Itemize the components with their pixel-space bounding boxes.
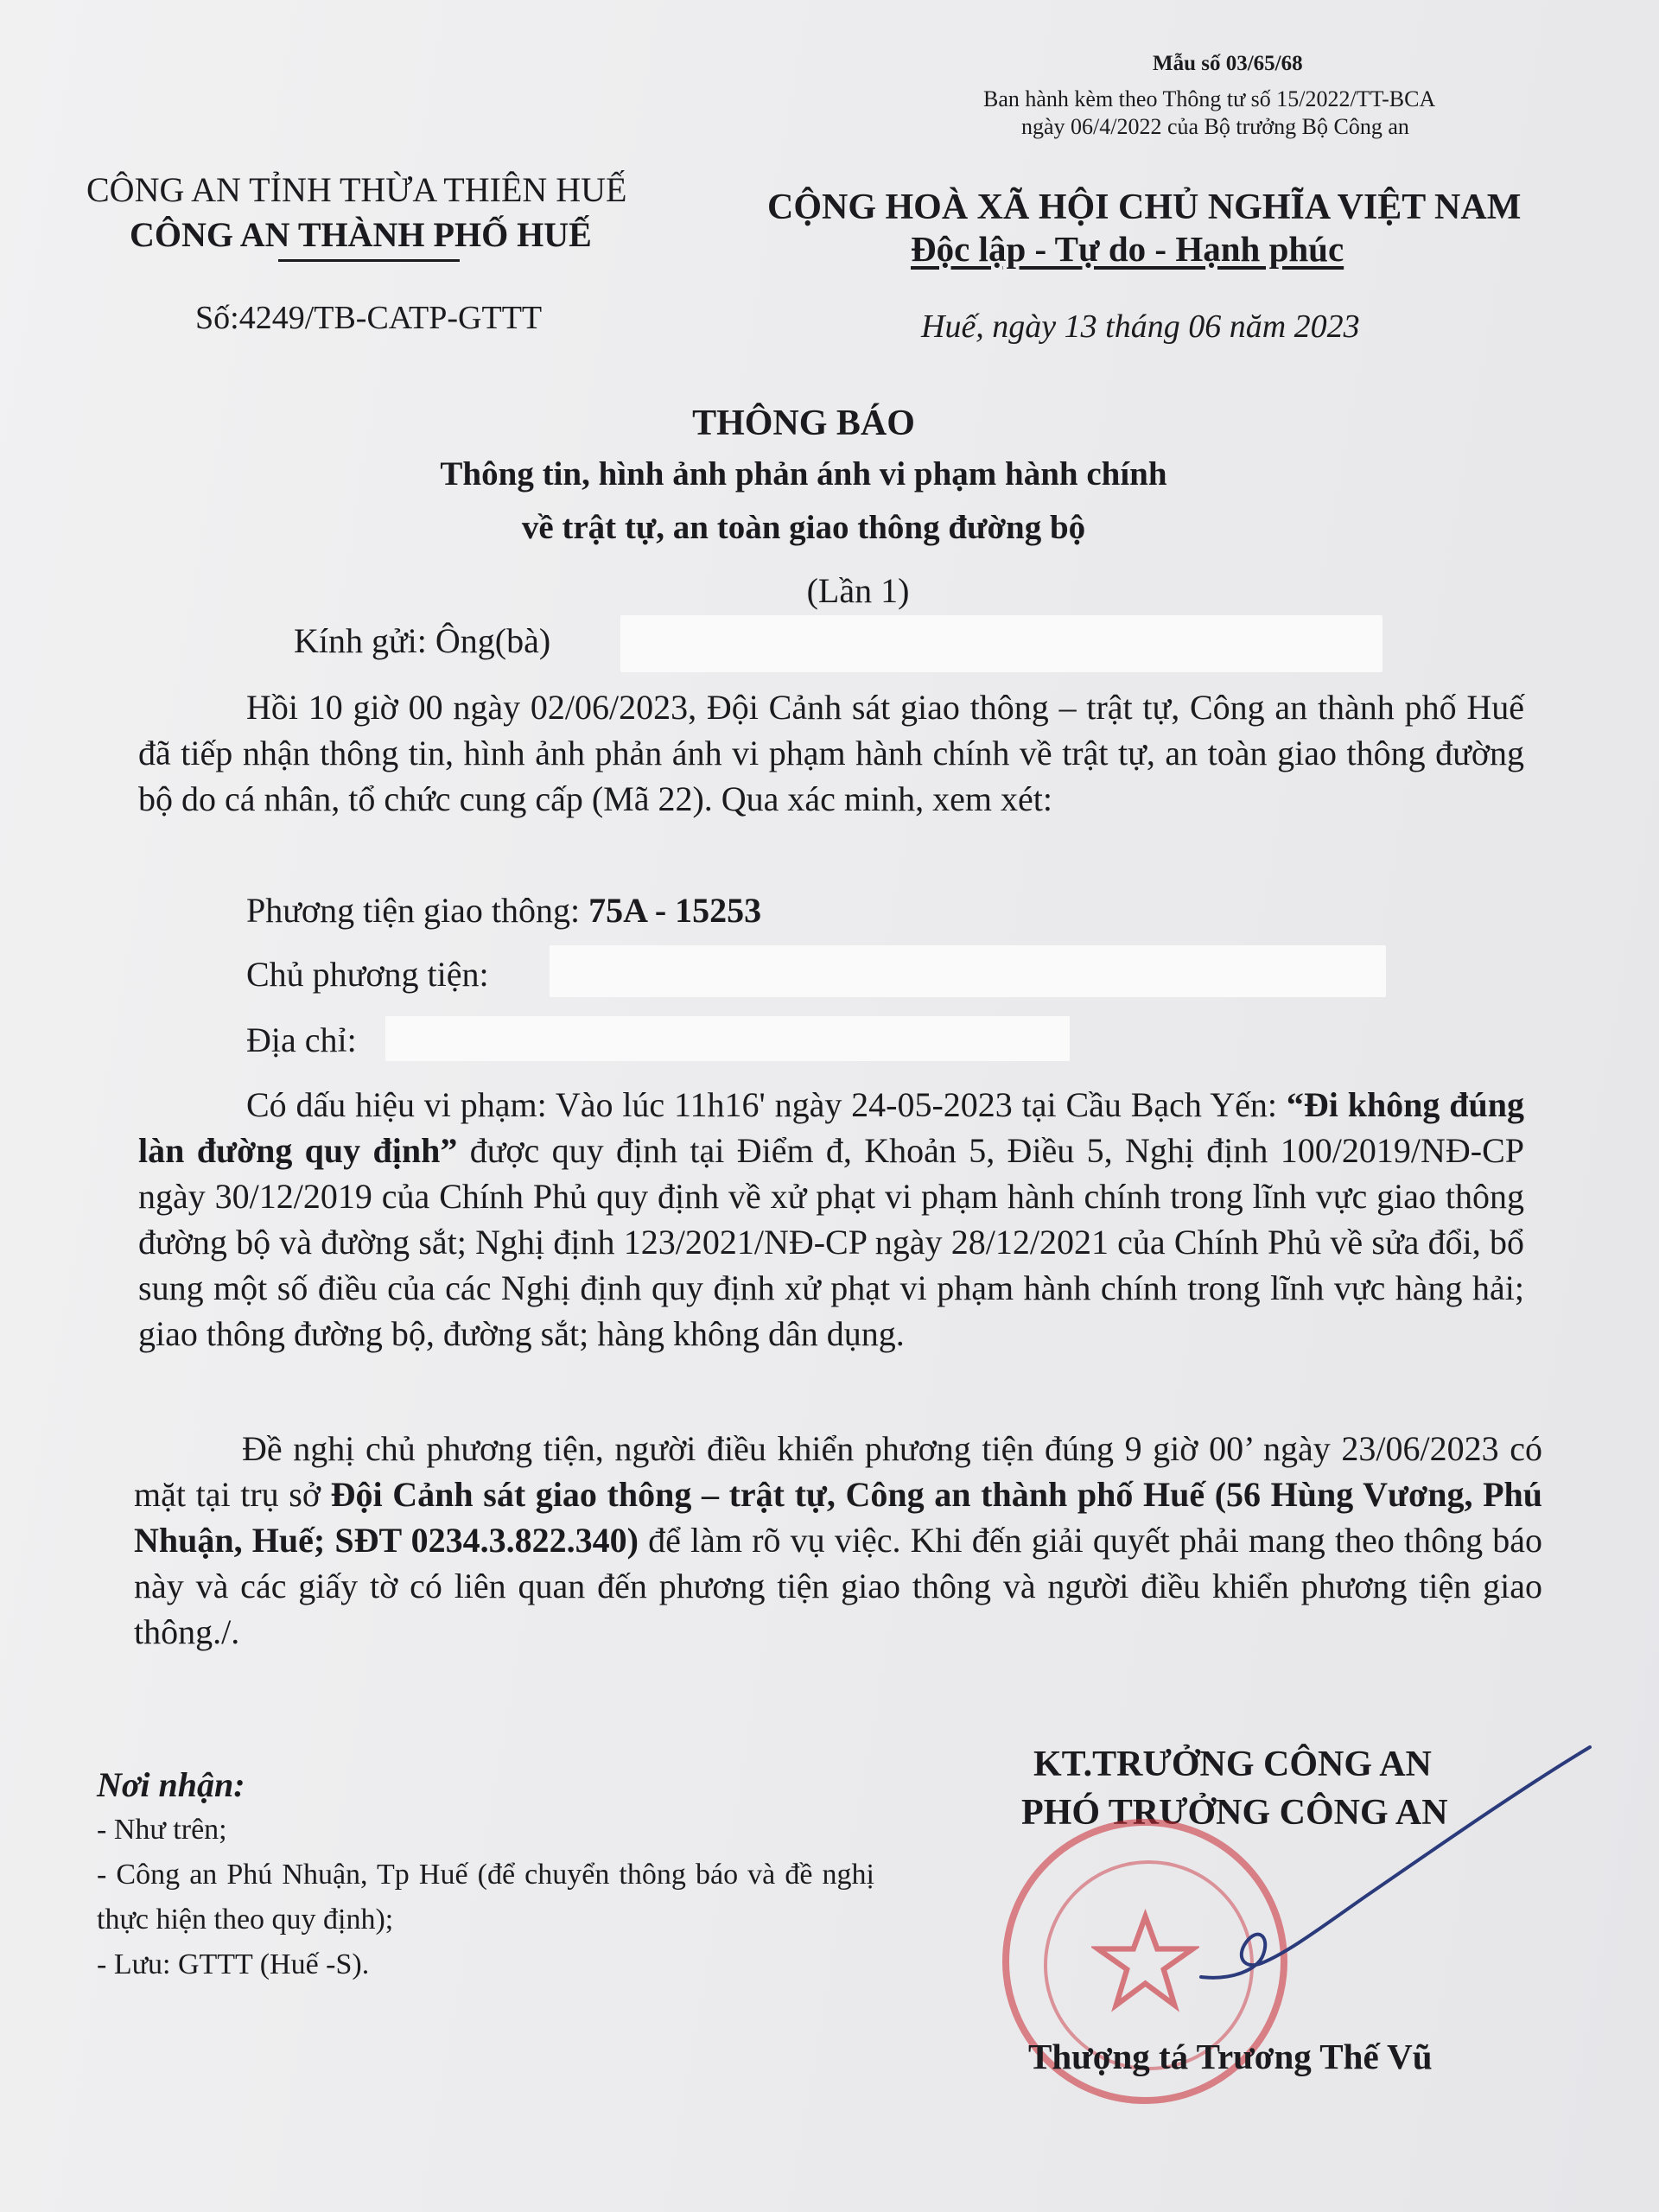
- recipients-block: [97, 1763, 874, 1987]
- violation-legal-basis: được quy định tại Điểm đ, Khoản 5, Điều 5, Nghị định 100/2019/NĐ-CP ngày 30/12/2019 của Chính Phủ quy định về xử phạt vi phạm hành chính trong lĩnh vực giao thông đường bộ và đường sắt; Nghị định 123/2021/NĐ-CP ngày 28/12/2021 của Chính Phủ về sửa đổi, bổ sung một số điều của các Nghị định quy định xử phạt vi phạm hành chính trong lĩnh vực hàng hải; giao thông đường bộ, đường sắt; hàng không dân dụng.: [138, 1131, 1524, 1353]
- request-office: Đội Cảnh sát giao thông – trật tự, Công an thành phố Huế (56 Hùng Vương, Phú Nhuận, Huế; SĐT 0234.3.822.340): [134, 1475, 1542, 1560]
- recipients-heading: Nơi nhận:: [97, 1765, 245, 1804]
- vehicle-line: [246, 890, 761, 931]
- place-date: Huế, ngày 13 tháng 06 năm 2023: [921, 308, 1360, 345]
- document-number: Số:4249/TB-CATP-GTTT: [195, 300, 543, 336]
- unit-name: CÔNG AN THÀNH PHỐ HUẾ: [130, 215, 592, 254]
- doc-subtitle-line1: Thông tin, hình ảnh phản ánh vi phạm hành chính: [440, 455, 1167, 493]
- request-text-1: Đề nghị chủ phương tiện, người điều khiển phương tiện đúng 9 giờ 00’ ngày 23/06/2023 có mặt tại trụ sở: [134, 1429, 1542, 1514]
- form-issued-line1: Ban hành kèm theo Thông tư số 15/2022/TT-BCA: [983, 86, 1436, 111]
- signer-authority: KT.TRƯỞNG CÔNG AN: [1033, 1745, 1432, 1784]
- paragraph-request: [134, 1426, 1542, 1655]
- notice-round: (Lần 1): [806, 571, 910, 610]
- national-motto: Độc lập - Tự do - Hạnh phúc: [911, 229, 1344, 269]
- signer-position: PHÓ TRƯỞNG CÔNG AN: [1021, 1793, 1448, 1833]
- recipient-item: - Như trên;: [97, 1814, 227, 1846]
- doc-title: THÔNG BÁO: [692, 404, 915, 443]
- recipient-item: - Công an Phú Nhuận, Tp Huế (để chuyển thông báo và đề nghị thực hiện theo quy định);: [97, 1859, 874, 1936]
- signer-name: Thượng tá Trương Thế Vũ: [1028, 2037, 1433, 2076]
- addressee-label: Kính gửi: Ông(bà): [294, 621, 551, 660]
- unit-underline: [278, 259, 460, 262]
- recipient-item: - Lưu: GTTT (Huế -S).: [97, 1948, 370, 1980]
- request-text-2: để làm rõ vụ việc. Khi đến giải quyết phải mang theo thông báo này và các giấy tờ có liên quan đến phương tiện giao thông và người điều khiển phương tiện giao thông./.: [134, 1521, 1543, 1651]
- redacted-addressee: [620, 615, 1382, 672]
- paragraph-reception: Hồi 10 giờ 00 ngày 02/06/2023, Đội Cảnh sát giao thông – trật tự, Công an thành phố Huế đã tiếp nhận thông tin, hình ảnh phản ánh vi phạm hành chính về trật tự, an toàn giao thông đường bộ do cá nhân, tổ chức cung cấp (Mã 22). Qua xác minh, xem xét:: [138, 688, 1524, 818]
- country-name: CỘNG HOÀ XÃ HỘI CHỦ NGHĨA VIỆT NAM: [767, 188, 1522, 227]
- form-issued-line2: ngày 06/4/2022 của Bộ trưởng Bộ Công an: [1021, 114, 1409, 139]
- violation-offense: “Đi không đúng làn đường quy định”: [138, 1085, 1525, 1170]
- redacted-owner: [550, 945, 1386, 997]
- redacted-address: [385, 1016, 1070, 1061]
- agency-name: CÔNG AN TỈNH THỪA THIÊN HUẾ: [86, 170, 627, 209]
- owner-label: Chủ phương tiện:: [246, 955, 489, 994]
- violation-intro: Có dấu hiệu vi phạm: Vào lúc 11h16' ngày 24-05-2023 tại Cầu Bạch Yến:: [246, 1085, 1278, 1124]
- handwritten-signature: [1149, 1737, 1599, 1987]
- form-number: Mẫu số 03/65/68: [1153, 52, 1303, 75]
- doc-subtitle-line2: về trật tự, an toàn giao thông đường bộ: [521, 509, 1086, 546]
- vehicle-plate: 75A - 15253: [588, 891, 762, 930]
- paragraph-violation: [138, 1082, 1524, 1357]
- address-label: Địa chỉ:: [246, 1020, 357, 1059]
- vehicle-label: Phương tiện giao thông:: [246, 891, 581, 930]
